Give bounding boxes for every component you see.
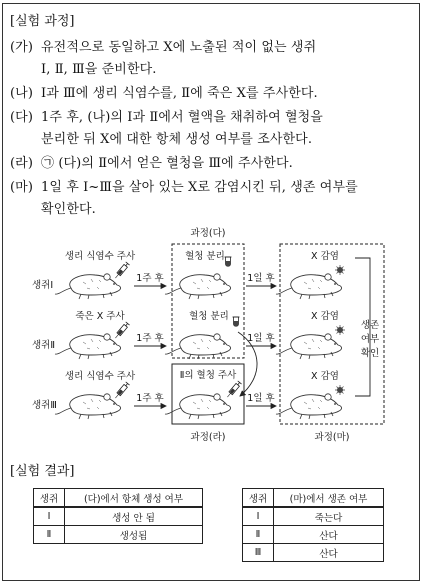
table-cell: Ⅰ (34, 507, 65, 526)
mouse-label-1: 생쥐Ⅰ (32, 280, 54, 291)
survival-table (242, 488, 384, 562)
table-header-cell: (마)에서 생존 여부 (274, 489, 384, 508)
step-ra (10, 152, 293, 171)
table-cell: Ⅱ (34, 526, 65, 544)
day-later-3: 1일 후 (247, 393, 275, 404)
table-row (243, 544, 384, 562)
table-cell: Ⅱ (243, 526, 274, 544)
step-na (10, 82, 318, 101)
week-later-1: 1주 후 (136, 273, 164, 284)
infection-label-3: X 감염 (311, 371, 339, 382)
step-ga-line2: Ⅰ, Ⅱ, Ⅲ을 준비한다. (41, 62, 157, 77)
step-ma-line1: 1일 후 Ⅰ~Ⅲ을 살아 있는 X로 감염시킨 뒤, 생존 여부를 (41, 180, 358, 195)
process-da-label: 과정(다) (190, 228, 226, 239)
table-cell: 죽는다 (274, 507, 384, 526)
survival-check-1: 생존 (360, 320, 380, 331)
injection-label-3: 생리 식염수 주사 (64, 371, 136, 382)
week-later-2: 1주 후 (136, 333, 164, 344)
process-ma-label: 과정(마) (314, 432, 350, 443)
step-da-label: (다) (10, 110, 34, 125)
step-da-line2: 분리한 뒤 X에 대한 항체 생성 여부를 조사한다. (41, 132, 313, 147)
mouse-label-2: 생쥐Ⅱ (32, 340, 56, 351)
process-ra-label: 과정(라) (190, 432, 226, 443)
serum-separation-2: 혈청 분리 (189, 311, 229, 322)
step-da (10, 106, 323, 125)
table-header-cell: (다)에서 항체 생성 여부 (65, 489, 203, 508)
step-ra-line1: ㉠ (다)의 Ⅱ에서 얻은 혈청을 Ⅲ에 주사한다. (41, 156, 293, 171)
table-cell: 산다 (274, 526, 384, 544)
injection-label-2: 죽은 X 주사 (75, 311, 125, 322)
antibody-table (33, 488, 203, 544)
experiment-diagram (0, 218, 424, 450)
table-header-row (34, 489, 203, 508)
step-ga-label: (가) (10, 40, 34, 55)
table-cell: 생성됨 (65, 526, 203, 544)
step-da-line1: 1주 후, (나)의 Ⅰ과 Ⅱ에서 혈액을 채취하여 혈청을 (41, 110, 323, 125)
table-row (243, 526, 384, 544)
table-cell: 생성 안 됨 (65, 507, 203, 526)
step-ga (10, 36, 316, 55)
table-row (34, 507, 203, 526)
procedure-heading: [실험 과정] (10, 14, 75, 29)
infection-label-1: X 감염 (311, 251, 339, 262)
mouse-label-3: 생쥐Ⅲ (32, 400, 57, 411)
table-cell: 산다 (274, 544, 384, 562)
table-header-cell: 생쥐 (34, 489, 65, 508)
infection-label-2: X 감염 (311, 311, 339, 322)
step-ma-label: (마) (10, 180, 34, 195)
step-ra-label: (라) (10, 156, 34, 171)
table-header-row (243, 489, 384, 508)
step-na-label: (나) (10, 86, 34, 101)
step-ga-line1: 유전적으로 동일하고 X에 노출된 적이 없는 생쥐 (41, 40, 317, 55)
table-row (243, 507, 384, 526)
serum-injection-label: Ⅱ의 혈청 주사 (179, 370, 237, 381)
survival-check-2: 여부 (360, 334, 380, 345)
results-heading: [실험 결과] (10, 464, 75, 479)
step-ma-line2: 확인한다. (41, 202, 96, 217)
serum-separation-1: 혈청 분리 (185, 251, 225, 262)
table-cell: Ⅲ (243, 544, 274, 562)
step-ma (10, 176, 358, 195)
table-header-cell: 생쥐 (243, 489, 274, 508)
week-later-3: 1주 후 (136, 393, 164, 404)
survival-check-3: 확인 (360, 348, 380, 359)
day-later-1: 1일 후 (247, 273, 275, 284)
table-cell: Ⅰ (243, 507, 274, 526)
injection-label-1: 생리 식염수 주사 (64, 251, 136, 262)
table-row (34, 526, 203, 544)
step-na-line1: Ⅰ과 Ⅲ에 생리 식염수를, Ⅱ에 죽은 X를 주사한다. (41, 86, 318, 101)
day-later-2: 1일 후 (247, 333, 275, 344)
